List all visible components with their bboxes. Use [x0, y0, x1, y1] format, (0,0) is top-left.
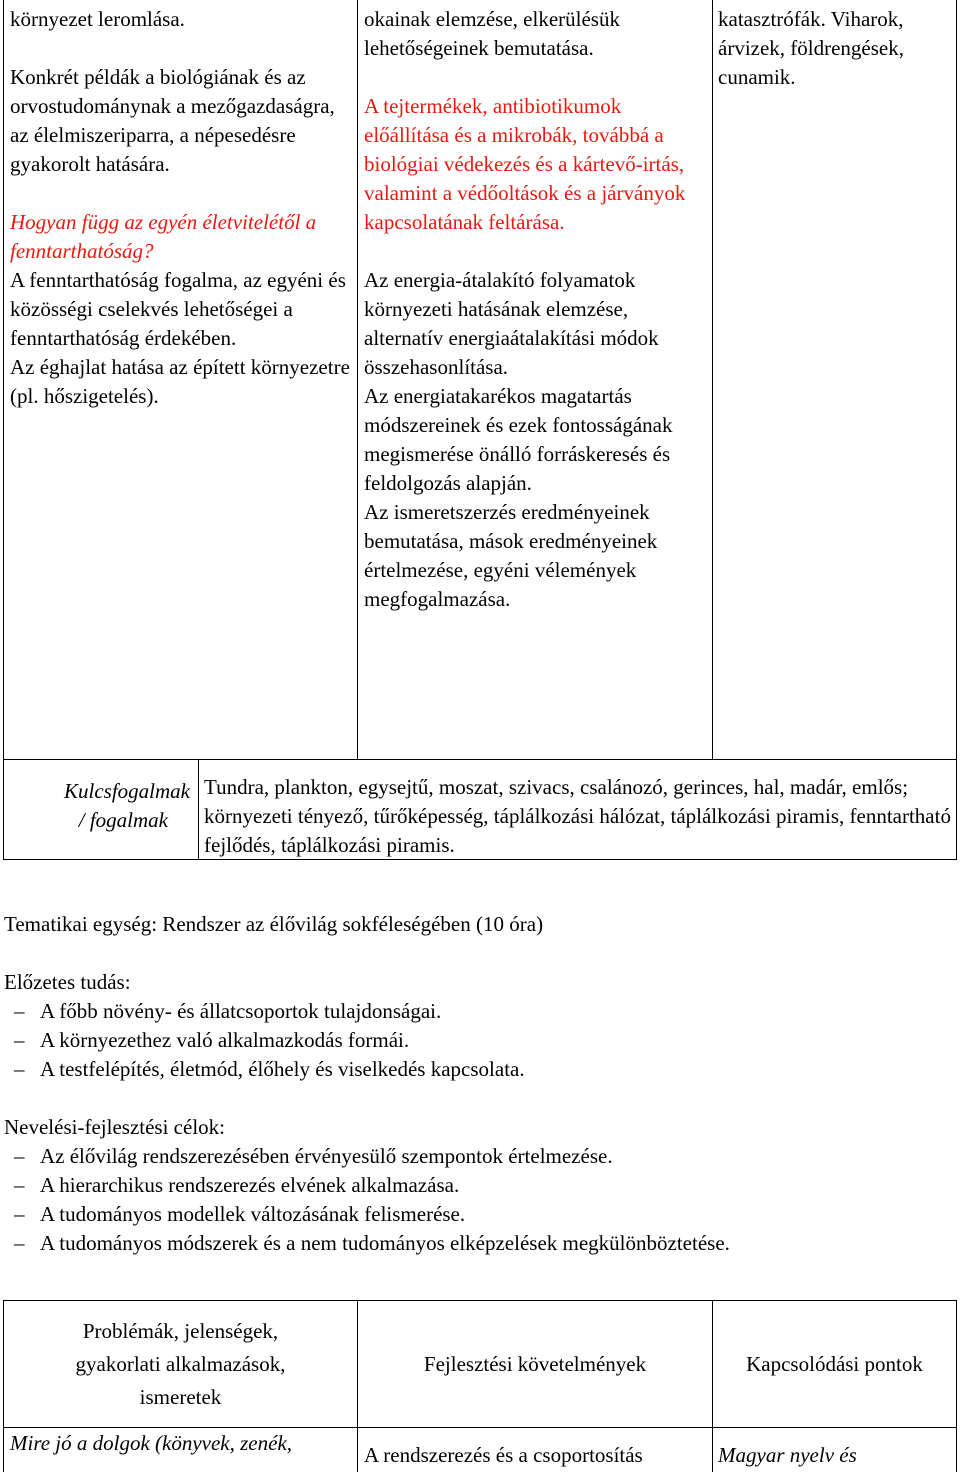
- column-header-label: Fejlesztési követelmények: [423, 1351, 647, 1376]
- table-cell-text: A rendszerezés és a csoportosítás: [364, 1443, 643, 1467]
- content-column-3: [718, 5, 953, 92]
- table-divider-key: [198, 760, 199, 860]
- table-cell: [364, 1441, 709, 1470]
- paragraph: okainak elemzése, elkerülésük lehetőségeinek bemutatása.: [364, 7, 620, 60]
- key-concepts-label-line: / fogalmak: [78, 808, 168, 832]
- column-header-problems: [4, 1301, 357, 1427]
- key-concepts-label-line: Kulcsfogalmak: [64, 779, 190, 803]
- goals-list: [4, 1142, 954, 1258]
- list-item: – A testfelépítés, életmód, élőhely és viselkedés kapcsolata.: [4, 1055, 954, 1084]
- column-header-requirements: [358, 1301, 712, 1427]
- table-border-right: [956, 0, 957, 860]
- highlighted-paragraph: A tejtermékek, antibiotikumok előállítása és a mikrobák, továbbá a biológiai védekezés és a kártevő-irtás, valamint a védőoltások és a járványok kapcsolatának feltárása.: [364, 94, 686, 234]
- prior-knowledge-heading: Előzetes tudás:: [4, 970, 131, 994]
- table-cell-text: Mire jó a dolgok (könyvek, zenék,: [10, 1431, 293, 1455]
- paragraph: A fenntarthatóság fogalma, az egyéni és közösségi cselekvés lehetőségei a fenntarthatóság érdekében.: [10, 268, 346, 350]
- table-cell-text: Magyar nyelv és: [718, 1443, 857, 1467]
- bottom-table-border-right: [956, 1300, 957, 1472]
- column-header-label: Kapcsolódási pontok: [746, 1351, 923, 1376]
- table-divider-1: [357, 0, 358, 760]
- key-concepts-list: Tundra, plankton, egysejtű, moszat, szivacs, csalánozó, gerinces, hal, madár, emlős; környezeti tényező, tűrőképesség, táplálkozási hálózat, táplálkozási piramis, fenntartható fejlődés, táplálkozási piramis.: [204, 775, 951, 857]
- text-line: környezet leromlása.: [10, 7, 185, 31]
- paragraph: Az energiatakarékos magatartás módszereinek és ezek fontosságának megismerése önálló forráskeresés és feldolgozás alapján.: [364, 384, 673, 495]
- table-cell: [10, 1429, 355, 1458]
- section-block: [4, 910, 954, 1258]
- list-item: – A környezethez való alkalmazkodás formái.: [4, 1026, 954, 1055]
- paragraph: Az energia-átalakító folyamatok környezeti hatásának elemzése, alternatív energiaátalakítási módok összehasonlítása.: [364, 268, 659, 379]
- paragraph: Az éghajlat hatása az épített környezetre (pl. hőszigetelés).: [10, 355, 350, 408]
- bottom-table-row-divider: [3, 1427, 957, 1428]
- list-item: – A tudományos modellek változásának felismerése.: [4, 1200, 954, 1229]
- table-border-left: [3, 0, 4, 860]
- paragraph: katasztrófák. Viharok, árvizek, földrengések, cunamik.: [718, 7, 904, 89]
- goals-heading: Nevelési-fejlesztési célok:: [4, 1115, 225, 1139]
- key-concepts-text: [204, 773, 952, 860]
- question-text: Hogyan függ az egyén életvitelétől a fenntarthatóság?: [10, 210, 317, 263]
- paragraph: Konkrét példák a biológiának és az orvostudománynak a mezőgazdaságra, az élelmiszeriparra, a népesedésre gyakorolt hatására.: [10, 65, 335, 176]
- list-item: – A tudományos módszerek és a nem tudományos elképzelések megkülönböztetése.: [4, 1229, 954, 1258]
- content-column-1: [10, 5, 352, 411]
- section-title: Tematikai egység: Rendszer az élővilág sokféleségében (10 óra): [4, 912, 544, 936]
- paragraph: Az ismeretszerzés eredményeinek bemutatása, mások eredményeinek értelmezése, egyéni vélemények megfogalmazása.: [364, 500, 658, 611]
- key-concepts-label: [4, 777, 197, 835]
- column-header-connections: [713, 1301, 956, 1427]
- table-cell: [718, 1441, 953, 1470]
- list-item: – A hierarchikus rendszerezés elvének alkalmazása.: [4, 1171, 954, 1200]
- table-divider-2: [712, 0, 713, 760]
- list-item: – A főbb növény- és állatcsoportok tulajdonságai.: [4, 997, 954, 1026]
- table-row-divider: [3, 759, 957, 760]
- content-column-2: [364, 5, 709, 614]
- column-header-label: Problémák, jelenségek, gyakorlati alkalmazások, ismeretek: [75, 1318, 286, 1409]
- prior-knowledge-list: [4, 997, 954, 1084]
- list-item: – Az élővilág rendszerezésében érvényesülő szempontok értelmezése.: [4, 1142, 954, 1171]
